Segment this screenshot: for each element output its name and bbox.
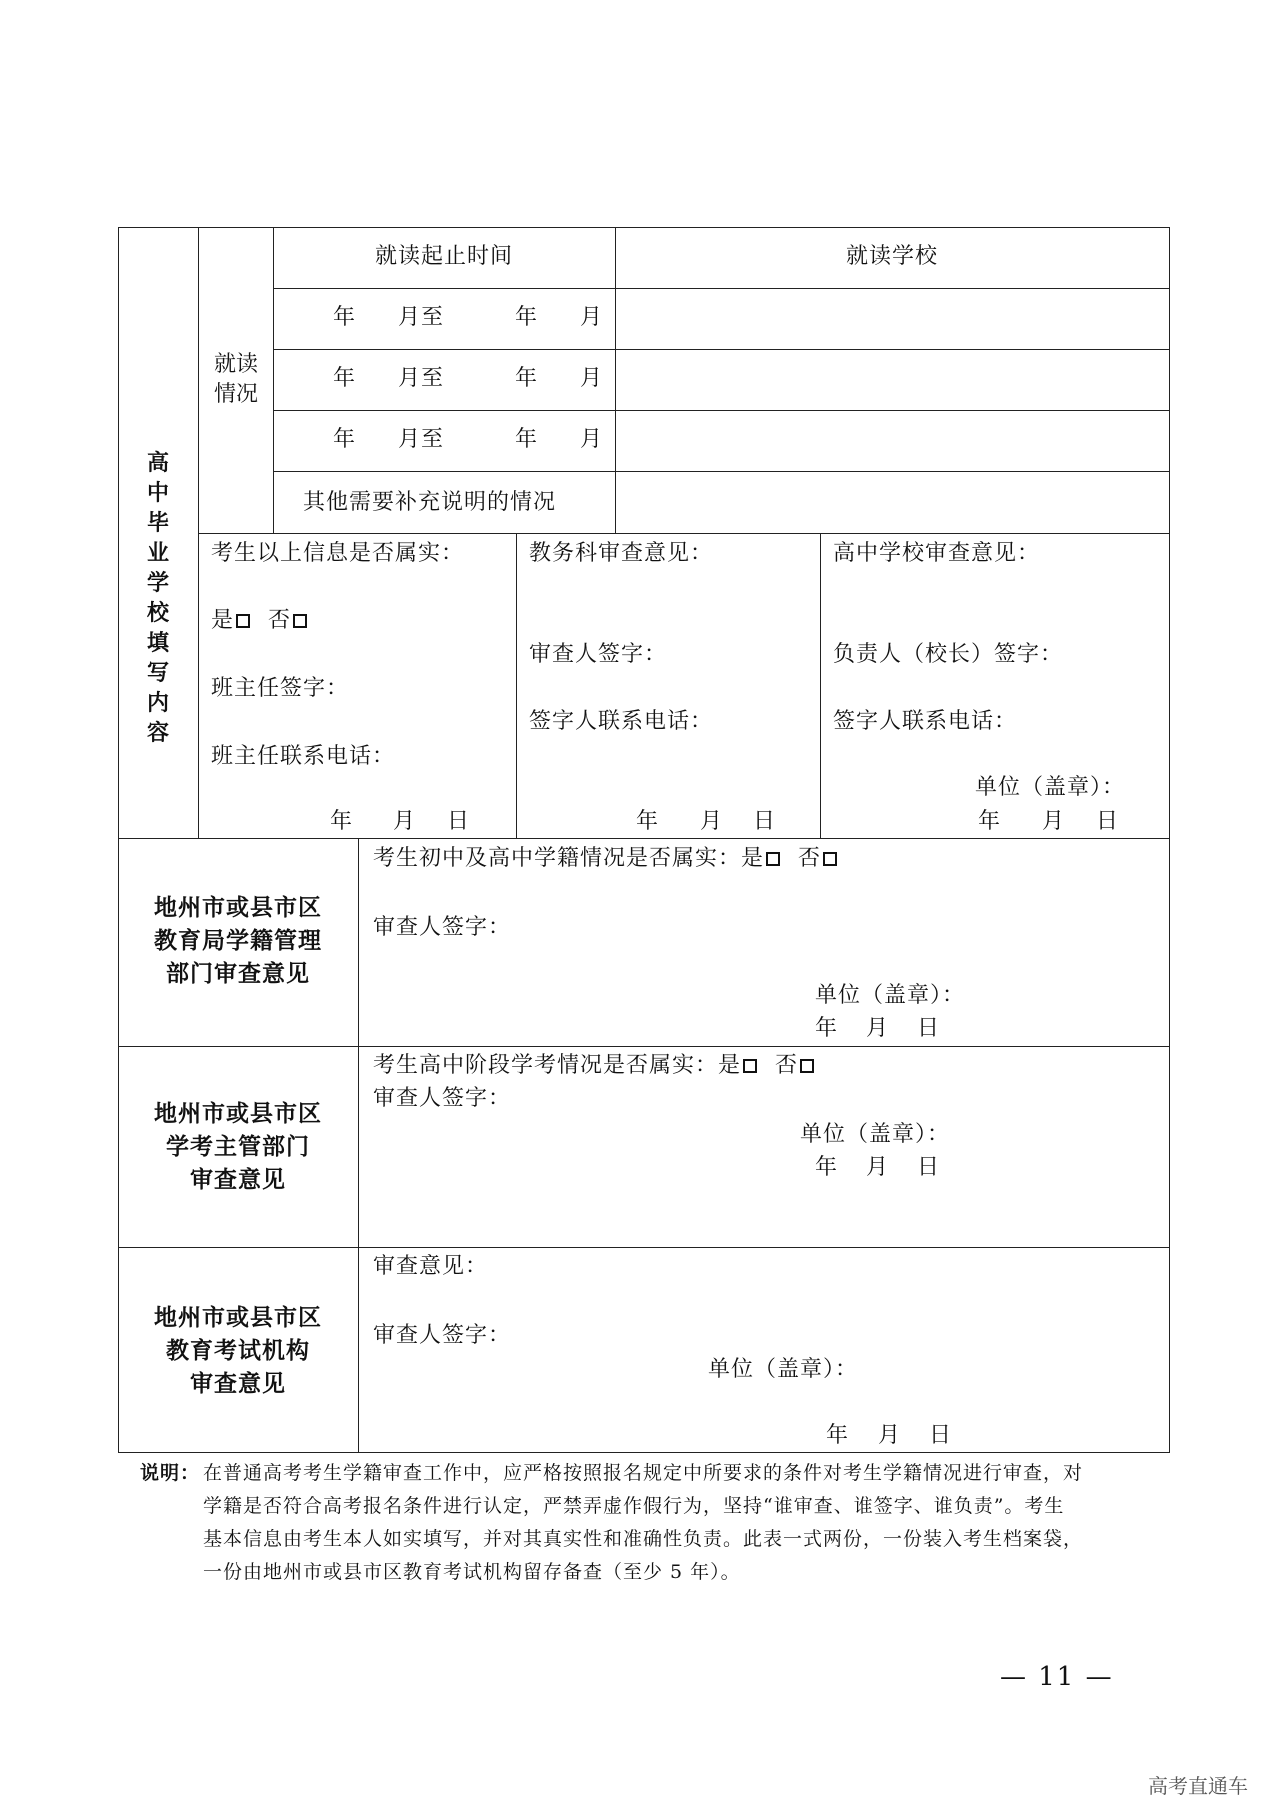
date-month: 月 — [700, 809, 724, 834]
section-label-line: 审查意见 — [190, 1370, 286, 1397]
section-label-line: 教育考试机构 — [166, 1337, 310, 1364]
yes-checkbox[interactable] — [743, 1059, 757, 1073]
period-end-year: 年 — [515, 366, 539, 391]
period-start-year: 年 — [333, 305, 357, 330]
no-label: 否 — [798, 846, 822, 871]
yes-label: 是 — [211, 608, 235, 633]
verify-question: 考生以上信息是否属实： — [211, 541, 465, 566]
seal-label: 单位（盖章）： — [975, 775, 1126, 800]
yes-label: 是 — [741, 846, 765, 871]
col-divider — [358, 838, 359, 1452]
date-day: 日 — [917, 1016, 941, 1041]
side-label-line: 毕业 — [146, 510, 169, 566]
period-end-year: 年 — [515, 305, 539, 330]
seal-label: 单位（盖章）： — [800, 1122, 951, 1147]
side-label-line: 内容 — [146, 690, 169, 746]
date-year: 年 — [815, 1155, 839, 1180]
date-year: 年 — [826, 1423, 850, 1448]
no-label: 否 — [775, 1053, 799, 1078]
period-end-month: 月 — [580, 366, 604, 391]
date-month: 月 — [393, 809, 417, 834]
period-start-year: 年 — [333, 427, 357, 452]
period-end-year: 年 — [515, 427, 539, 452]
question-text: 考生高中阶段学考情况是否属实： — [373, 1053, 719, 1078]
col-header-school: 就读学校 — [845, 244, 938, 269]
school-review-title: 高中学校审查意见： — [833, 541, 1041, 566]
attendance-label — [206, 350, 266, 410]
col-divider — [273, 227, 274, 533]
enrollment-question — [373, 845, 841, 873]
section-label-line: 部门审查意见 — [166, 960, 310, 987]
section-label-line: 地州市或县市区 — [154, 894, 322, 921]
note-line: 学籍是否符合高考报名条件进行认定，严禁弄虚作假行为，坚持“谁审查、谁签字、谁负责”。考生 — [203, 1495, 1065, 1517]
other-info-label: 其他需要补充说明的情况 — [303, 490, 557, 515]
question-text: 考生初中及高中学籍情况是否属实： — [373, 846, 742, 871]
date-day: 日 — [753, 809, 777, 834]
note-label: 说明： — [140, 1462, 201, 1484]
exam-agency-section-label — [118, 1301, 358, 1400]
date-year: 年 — [978, 809, 1002, 834]
row-divider — [273, 349, 1170, 350]
col-divider — [198, 227, 199, 838]
row-divider — [273, 410, 1170, 411]
table-border-left — [118, 227, 119, 1452]
yes-checkbox[interactable] — [766, 852, 780, 866]
note-line: 一份由地州市或县市区教育考试机构留存备查（至少 5 年）。 — [203, 1561, 741, 1583]
page-number: — 11 — — [1000, 1662, 1114, 1692]
section-label-line: 审查意见 — [190, 1166, 286, 1193]
date-year: 年 — [330, 809, 354, 834]
reviewer-sign-label: 审查人签字： — [373, 1323, 512, 1348]
exam-section-label — [118, 1097, 358, 1196]
teacher-phone-label: 班主任联系电话： — [211, 744, 396, 769]
teacher-sign-label: 班主任签字： — [211, 676, 350, 701]
yes-label: 是 — [718, 1053, 742, 1078]
reviewer-sign-label: 审查人签字： — [373, 1086, 512, 1111]
period-start-month: 月至 — [398, 427, 445, 452]
no-checkbox[interactable] — [823, 852, 837, 866]
exam-question — [373, 1052, 818, 1080]
section-divider — [118, 1247, 1170, 1248]
date-year: 年 — [636, 809, 660, 834]
date-day: 日 — [917, 1155, 941, 1180]
date-day: 日 — [1096, 809, 1120, 834]
section-label-line: 地州市或县市区 — [154, 1100, 322, 1127]
seal-label: 单位（盖章）： — [708, 1357, 859, 1382]
section-label-line: 地州市或县市区 — [154, 1304, 322, 1331]
table-border-top — [118, 227, 1170, 228]
table-border-right — [1169, 227, 1170, 1452]
attendance-label-line: 就读 — [213, 352, 258, 377]
period-start-year: 年 — [333, 366, 357, 391]
section-label-line: 教育局学籍管理 — [154, 927, 322, 954]
section-label-line: 学考主管部门 — [166, 1133, 310, 1160]
reviewer-sign-label: 审查人签字： — [373, 915, 512, 940]
date-day: 日 — [929, 1423, 953, 1448]
no-checkbox[interactable] — [800, 1059, 814, 1073]
date-month: 月 — [866, 1155, 890, 1180]
side-label-line: 学校 — [146, 570, 169, 626]
principal-sign-label: 负责人（校长）签字： — [833, 642, 1064, 667]
verify-options — [211, 607, 311, 635]
no-checkbox[interactable] — [293, 614, 307, 628]
date-month: 月 — [866, 1016, 890, 1041]
table-border-bottom — [118, 1452, 1170, 1453]
yes-checkbox[interactable] — [236, 614, 250, 628]
period-start-month: 月至 — [398, 366, 445, 391]
attendance-label-line: 情况 — [213, 382, 258, 407]
seal-label: 单位（盖章）： — [815, 983, 966, 1008]
period-start-month: 月至 — [398, 305, 445, 330]
signer-phone-label: 签字人联系电话： — [833, 709, 1018, 734]
row-divider — [273, 471, 1170, 472]
period-end-month: 月 — [580, 427, 604, 452]
reviewer-sign-label: 审查人签字： — [529, 642, 668, 667]
signer-phone-label: 签字人联系电话： — [529, 709, 714, 734]
row-divider — [198, 533, 1170, 534]
side-label-line: 填写 — [146, 630, 169, 686]
date-month: 月 — [1042, 809, 1066, 834]
watermark: 高考直通车 — [1148, 1774, 1248, 1798]
col-divider — [516, 533, 517, 838]
review-opinion-label: 审查意见： — [373, 1254, 489, 1279]
date-month: 月 — [878, 1423, 902, 1448]
side-label-line: 高中 — [146, 450, 169, 506]
col-divider — [820, 533, 821, 838]
col-divider — [615, 227, 616, 533]
section-divider — [118, 1046, 1170, 1047]
date-day: 日 — [447, 809, 471, 834]
academic-office-title: 教务科审查意见： — [529, 541, 714, 566]
enrollment-section-label — [118, 891, 358, 990]
period-end-month: 月 — [580, 305, 604, 330]
section-divider — [118, 838, 1170, 839]
school-section-label — [143, 448, 173, 748]
note-line: 基本信息由考生本人如实填写，并对其真实性和准确性负责。此表一式两份，一份装入考生档案袋， — [203, 1528, 1084, 1550]
note-line: 在普通高考考生学籍审查工作中，应严格按照报名规定中所要求的条件对考生学籍情况进行审查，对 — [203, 1462, 1084, 1484]
col-header-time: 就读起止时间 — [374, 244, 513, 269]
no-label: 否 — [268, 608, 292, 633]
date-year: 年 — [815, 1016, 839, 1041]
row-divider — [273, 288, 1170, 289]
